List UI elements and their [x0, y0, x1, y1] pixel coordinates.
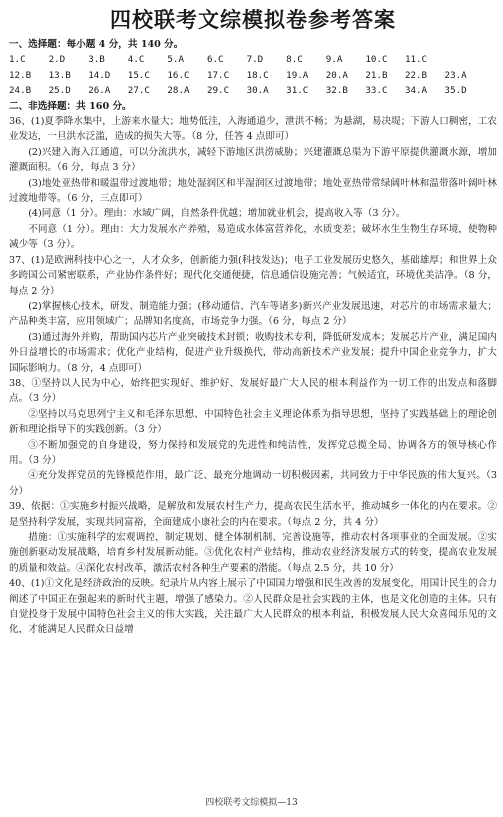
- answer-item: 9.A: [325, 54, 343, 66]
- answer-item: 14.D: [88, 69, 111, 81]
- answer-paragraph: 40、(1)①文化是经济政治的反映。纪录片从内容上展示了中国国力增强和民生改善的发展变化，用国计民生的合力阐述了中国正在强起来的新时代主题，增强了感染力。②人民群众是社会实践的主体，也是文化创造的主体。只有自觉投身于发展中国特色社会主义的伟大实践，关注最广大人民群众的根本利益，积极发展人民大众喜闻乐见的文化，才能满足人民群众日益增: [9, 578, 497, 636]
- answer-item: 5.A: [167, 54, 184, 66]
- answer-item: 13.B: [48, 69, 71, 81]
- answer-item: 33.C: [365, 85, 388, 97]
- answer-item: 10.C: [365, 54, 388, 66]
- answer-paragraph: 措施：①实施科学的宏观调控，制定规划、健全体制机制、完善设施等，推动农村各项事业的全面发展。②实施创新驱动发展战略，培育乡村发展新动能。③优化农村产业结构，推动农业经济发展方式的转变，提高农业发展的质量和效益。④深化农村改革，激活农村各种生产要素的潜能。（每点 2.5 分，共 10 分）: [9, 532, 497, 574]
- answer-item: 28.A: [167, 85, 190, 97]
- answer-item: 8.C: [286, 54, 303, 66]
- answer-item: 16.C: [167, 69, 190, 81]
- answer-item: 6.C: [206, 54, 224, 66]
- answer-item: 27.C: [127, 85, 150, 97]
- answer-item: 29.C: [206, 85, 230, 97]
- answer-row-3: [9, 83, 497, 98]
- section-heading-open: 二、非选择题：共 160 分。: [9, 100, 132, 112]
- answer-item: 26.A: [88, 85, 111, 97]
- answer-paragraph: 36、(1)夏季降水集中，上游来水量大；地势低洼，入海通道少，泄洪不畅；为悬湖，易决堤；下游人口稠密，工农业发达，一旦洪水泛滥，造成的损失大等。（8 分，任答 4 点即可）: [9, 116, 497, 143]
- answer-row-2: [9, 68, 497, 83]
- answer-paragraph: 不同意（1 分）。理由：大力发展水产养殖，易造成水体富营养化，水质变差；破坏水生生物生存环境，使物种减少等（3 分）。: [9, 223, 497, 251]
- answer-paragraph: ④充分发挥党员的先锋模范作用，最广泛、最充分地调动一切积极因素，共同致力于中华民族的伟大复兴。（3 分）: [9, 470, 497, 497]
- answer-item: 34.A: [404, 85, 428, 97]
- answer-item: 21.B: [365, 69, 388, 81]
- page-footer: 四校联考文综模拟—13: [205, 798, 298, 808]
- answer-item: 15.C: [127, 69, 150, 81]
- answer-item: 32.B: [325, 85, 348, 97]
- answer-paragraph: (2)兴建入海入江通道，可以分流洪水，减轻下游地区洪涝威胁；兴建灌溉总渠为下游平原提供灌溉水源，增加灌溉面积。（6 分，每点 3 分）: [9, 146, 497, 174]
- answer-item: 23.A: [444, 69, 467, 81]
- answer-paragraph: (4)同意（1 分）。理由：水域广阔，自然条件优越；增加就业机会，提高收入等（3 分）。: [28, 208, 406, 220]
- answer-item: 4.C: [127, 54, 145, 66]
- answer-paragraph: (2)掌握核心技术，研发、制造能力强；(移动通信、汽车等诸多)新兴产业发展迅速，对芯片的市场需求量大；产品种类丰富，应用领域广；品牌知名度高，市场竞争力强。（6 分，每点 2 分）: [9, 300, 497, 328]
- answer-paragraph: 37、(1)是欧洲科技中心之一，人才众多，创新能力强(科技发达)；电子工业发展历史悠久，基础雄厚；和世界上众多跨国公司紧密联系，产业协作条件好；现代化交通便捷，信息通信设施完善；气候适宜，环境优美洁净。（8 分，每点 2 分）: [9, 254, 497, 297]
- answer-paragraph: 38、①坚持以人民为中心，始终把实现好、维护好、发展好最广大人民的根本利益作为一切工作的出发点和落脚点。（3 分）: [9, 377, 497, 405]
- answer-item: 19.A: [286, 69, 309, 81]
- answer-paragraph: (3)通过海外并购，帮助国内芯片产业突破技术封锁；收购技术专利，降低研发成本；发展芯片产业，满足国内外日益增长的市场需求；优化产业结构，促进产业升级换代，带动高新技术产业发展；提升中国企业竞争力，扩大国际影响力。（8 分，4 点即可）: [9, 331, 497, 374]
- answer-item: 2.D: [48, 54, 66, 66]
- answer-item: 3.B: [88, 54, 105, 66]
- answer-item: 25.D: [48, 85, 71, 97]
- answer-item: 1.C: [9, 54, 26, 66]
- answer-item: 24.B: [9, 85, 32, 97]
- answer-row-1: [9, 52, 497, 67]
- answer-item: 30.A: [246, 85, 269, 97]
- answer-item: 11.C: [404, 54, 428, 66]
- answer-item: 18.C: [246, 69, 269, 81]
- page-title: 四校联考文综模拟卷参考答案: [110, 7, 396, 32]
- section-heading-choice: 一、选择题：每小题 4 分，共 140 分。: [9, 39, 184, 50]
- answer-item: 22.B: [404, 69, 428, 81]
- answer-paragraph: (3)地处亚热带和暖温带过渡地带；地处湿润区和半湿润区过渡地带；地处亚热带常绿阔叶林和温带落叶阔叶林过渡地带等。（6 分，三点即可）: [9, 177, 497, 205]
- answer-sheet: [9, 6, 497, 638]
- answer-item: 12.B: [9, 69, 32, 81]
- answer-item: 35.D: [444, 85, 467, 97]
- answer-item: 17.C: [206, 69, 230, 81]
- answer-item: 20.A: [325, 69, 348, 81]
- answer-paragraph: ③不断加强党的自身建设，努力保持和发展党的先进性和纯洁性，发挥党总揽全局、协调各方的领导核心作用。（3 分）: [9, 439, 497, 466]
- answer-item: 31.C: [286, 85, 309, 97]
- answer-paragraph: 39、依据：①实施乡村振兴战略，是解放和发展农村生产力，提高农民生活水平，推动城乡一体化的内在要求。②是坚持科学发展，实现共同富裕，全面建成小康社会的内在要求。（每点 2 分，共 4 分）: [9, 501, 497, 528]
- answer-paragraph: ②坚持以马克思列宁主义和毛泽东思想、中国特色社会主义理论体系为指导思想，坚持了实践基础上的理论创新和理论指导下的实践创新。（3 分）: [9, 408, 497, 436]
- answer-item: 7.D: [246, 54, 264, 66]
